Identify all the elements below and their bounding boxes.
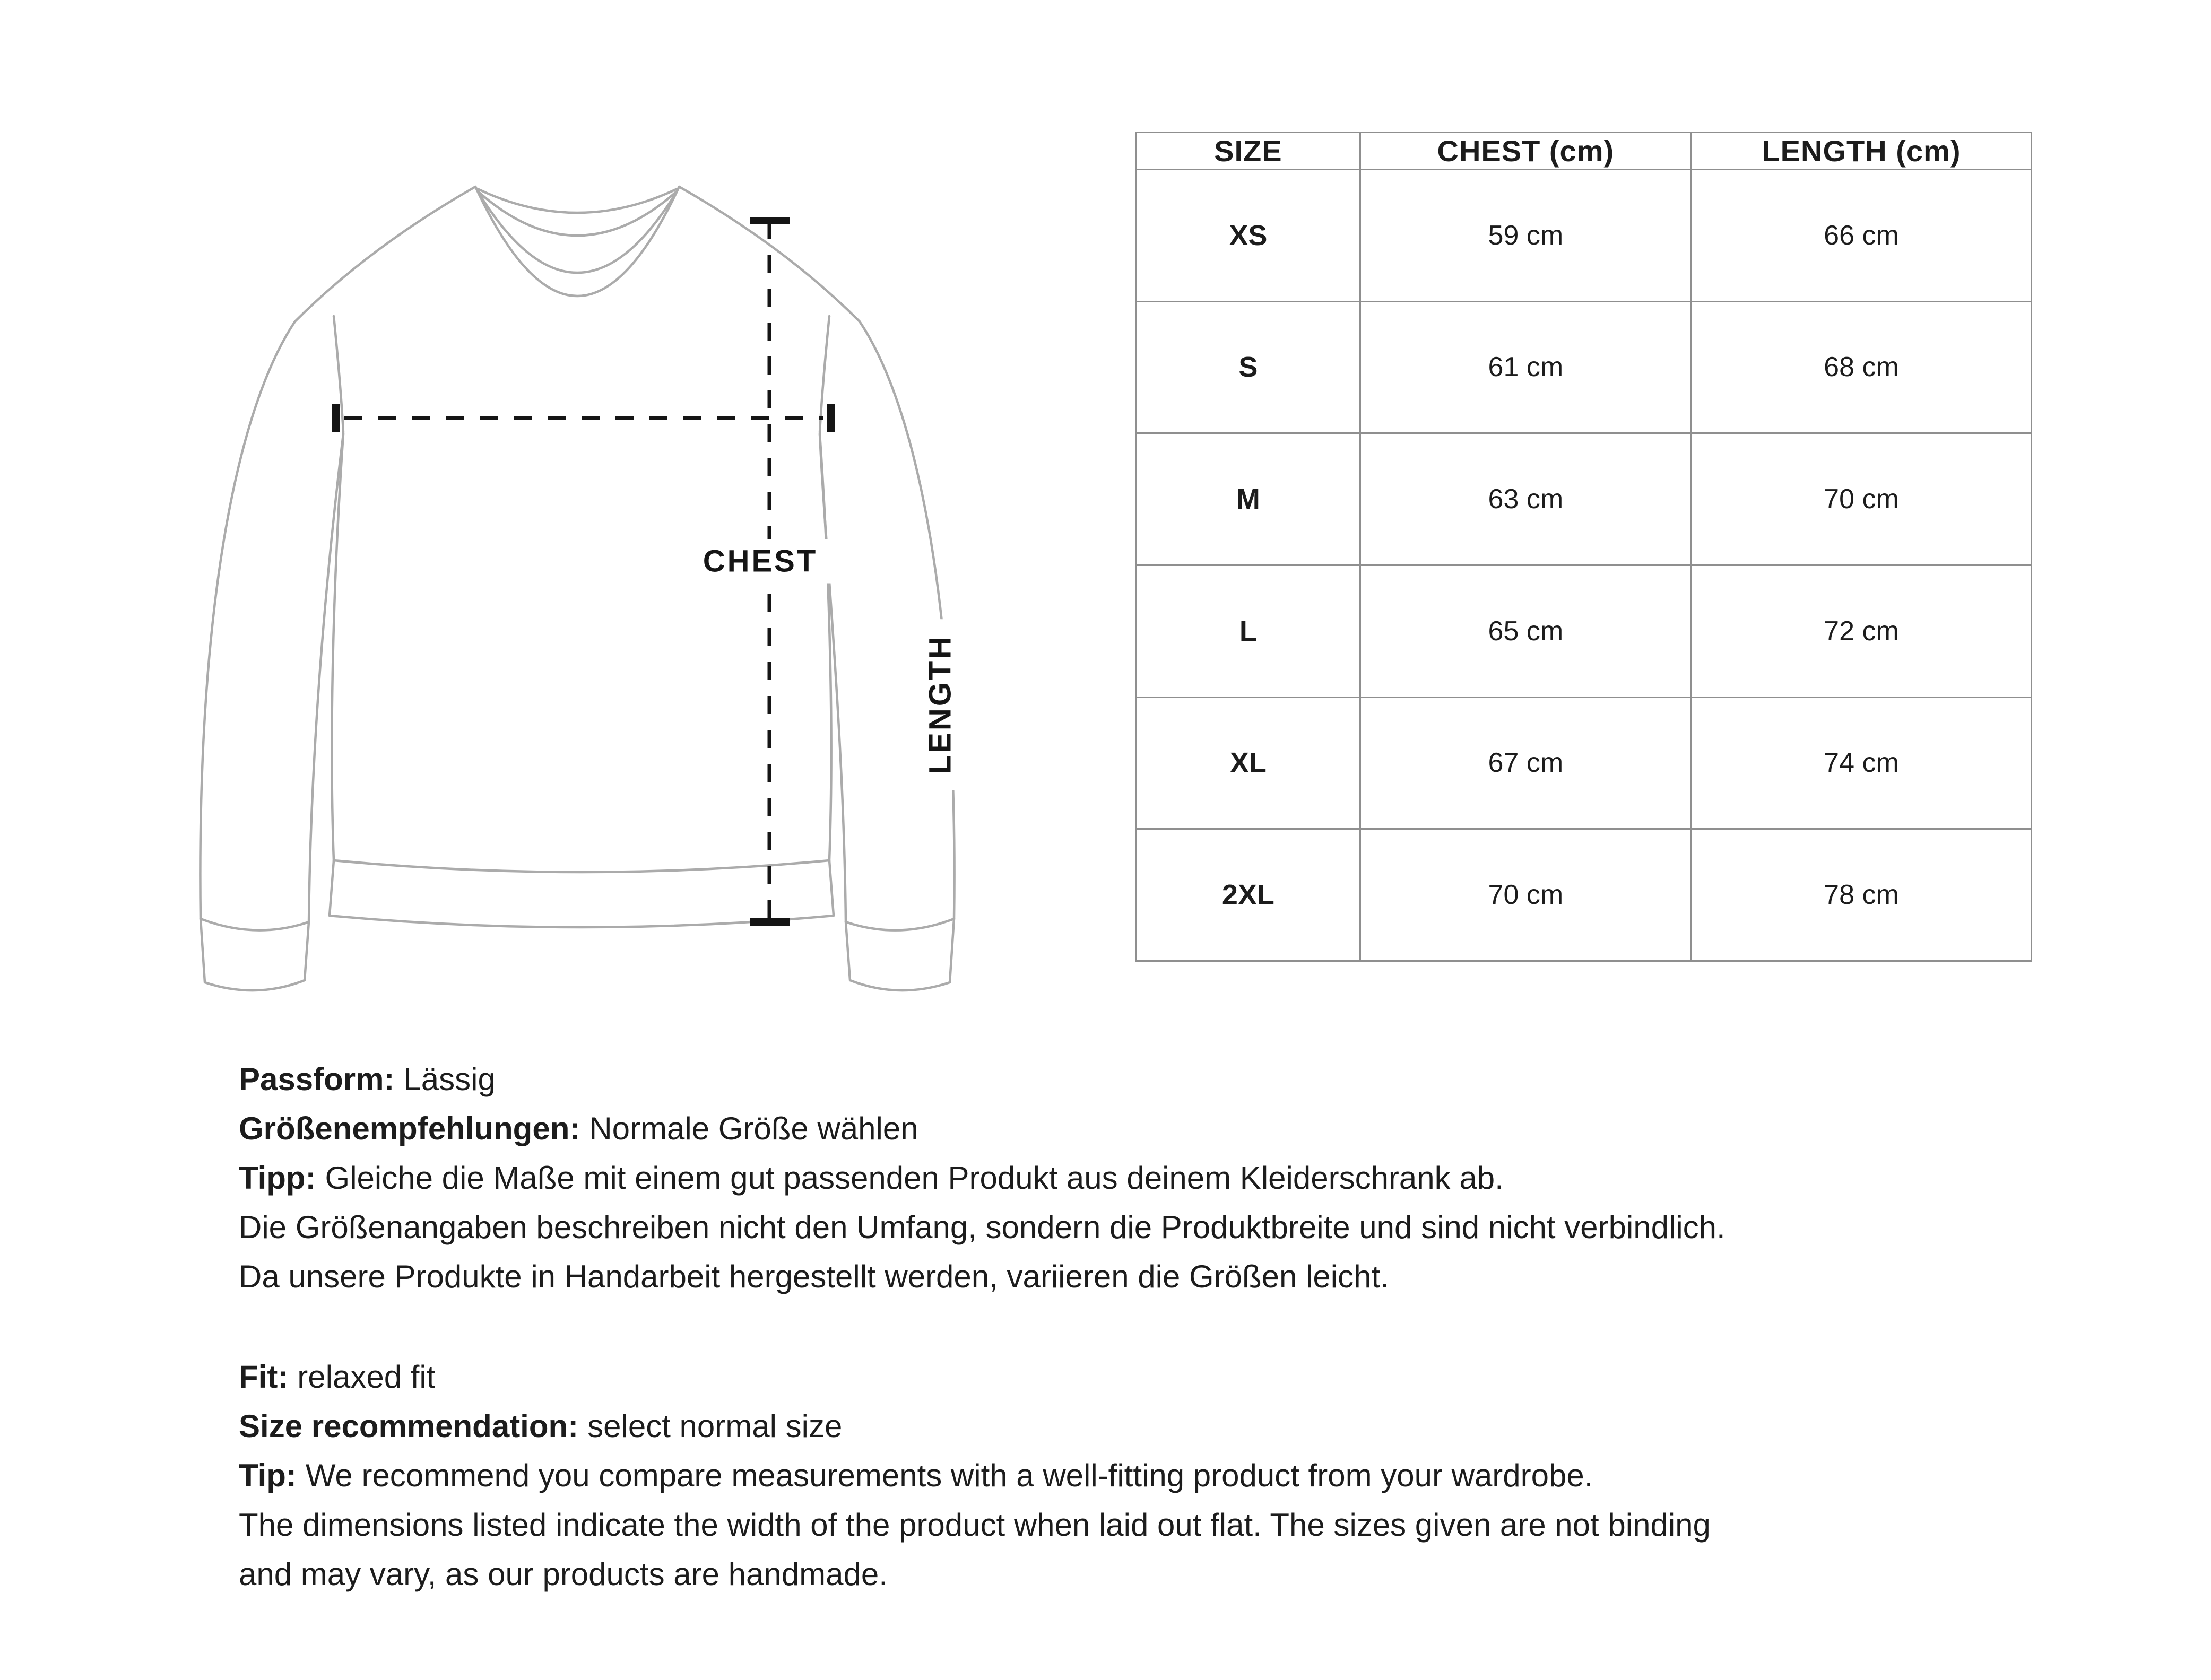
length-label: LENGTH <box>918 619 963 790</box>
de-size-rec-label: Größenempfehlungen: <box>239 1111 580 1146</box>
de-note-line-1: Die Größenangaben beschreiben nicht den Umfang, sondern die Produktbreite und sind nicht verbindlich. <box>239 1209 1726 1245</box>
table-row-m <box>1137 433 2032 565</box>
en-fit-line <box>239 1352 2096 1402</box>
left-sleeve-outline <box>200 187 475 990</box>
table-row-l <box>1137 565 2032 697</box>
header-chest: CHEST (cm) <box>1360 133 1691 170</box>
de-tip-text: Gleiche die Maße mit einem gut passenden Produkt aus deinem Kleiderschrank ab. <box>325 1160 1504 1196</box>
cell-size: XS <box>1137 170 1360 302</box>
cell-chest: 63 cm <box>1360 433 1691 565</box>
en-size-rec-label: Size recommendation: <box>239 1408 579 1444</box>
collar-outer-seam <box>475 187 679 296</box>
cell-length: 70 cm <box>1691 433 2031 565</box>
cell-chest: 67 cm <box>1360 697 1691 829</box>
size-table-container <box>1135 132 2032 962</box>
hem-top-seam <box>334 860 829 872</box>
de-fit-label: Passform: <box>239 1061 395 1097</box>
cell-length: 66 cm <box>1691 170 2031 302</box>
en-fit-label: Fit: <box>239 1359 289 1395</box>
header-length: LENGTH (cm) <box>1691 133 2031 170</box>
sweatshirt-diagram <box>175 143 1024 1003</box>
table-row-2xl <box>1137 829 2032 961</box>
en-tip-label: Tip: <box>239 1458 297 1493</box>
de-tip-line <box>239 1153 2096 1203</box>
table-header-row <box>1137 133 2032 170</box>
de-fit-line <box>239 1055 2096 1104</box>
cell-chest: 61 cm <box>1360 301 1691 433</box>
en-fit-text: relaxed fit <box>297 1359 436 1395</box>
table-row-xl <box>1137 697 2032 829</box>
cell-chest: 59 cm <box>1360 170 1691 302</box>
hem-left-edge <box>330 860 334 916</box>
left-cuff-seam <box>201 919 309 930</box>
cell-size: M <box>1137 433 1360 565</box>
table-row-s <box>1137 301 2032 433</box>
cell-size: L <box>1137 565 1360 697</box>
cell-chest: 70 cm <box>1360 829 1691 961</box>
sweatshirt-drawing <box>175 143 1024 1003</box>
garment-outline <box>200 187 954 990</box>
size-table <box>1135 132 2032 962</box>
de-note-line-2: Da unsere Produkte in Handarbeit hergestellt werden, variieren die Größen leicht. <box>239 1259 1389 1294</box>
cell-length: 72 cm <box>1691 565 2031 697</box>
cell-length: 78 cm <box>1691 829 2031 961</box>
right-sleeve-outline <box>679 187 955 990</box>
cell-chest: 65 cm <box>1360 565 1691 697</box>
hem-right-edge <box>829 860 834 916</box>
de-size-rec-text: Normale Größe wählen <box>589 1111 918 1146</box>
body-left-side <box>332 434 343 860</box>
cell-size: XL <box>1137 697 1360 829</box>
en-size-rec-line <box>239 1402 2096 1451</box>
cell-size: 2XL <box>1137 829 1360 961</box>
de-fit-text: Lässig <box>403 1061 496 1097</box>
cell-length: 74 cm <box>1691 697 2031 829</box>
en-note-line-1: The dimensions listed indicate the width of the product when laid out flat. The sizes given are not binding <box>239 1507 1711 1543</box>
de-size-rec-line <box>239 1104 2096 1153</box>
chest-label: CHEST <box>687 539 834 584</box>
collar-back-rim <box>478 189 677 213</box>
de-tip-label: Tipp: <box>239 1160 316 1196</box>
right-cuff-seam <box>846 919 954 930</box>
en-tip-line <box>239 1451 2096 1500</box>
en-tip-text: We recommend you compare measurements with a well-fitting product from your wardrobe. <box>305 1458 1593 1493</box>
cell-length: 68 cm <box>1691 301 2031 433</box>
fit-info <box>239 1055 2096 1599</box>
en-note-line-2: and may vary, as our products are handmade. <box>239 1556 888 1592</box>
header-size: SIZE <box>1137 133 1360 170</box>
body-right-side <box>820 434 831 860</box>
table-row-xs <box>1137 170 2032 302</box>
cell-size: S <box>1137 301 1360 433</box>
en-size-rec-text: select normal size <box>587 1408 843 1444</box>
